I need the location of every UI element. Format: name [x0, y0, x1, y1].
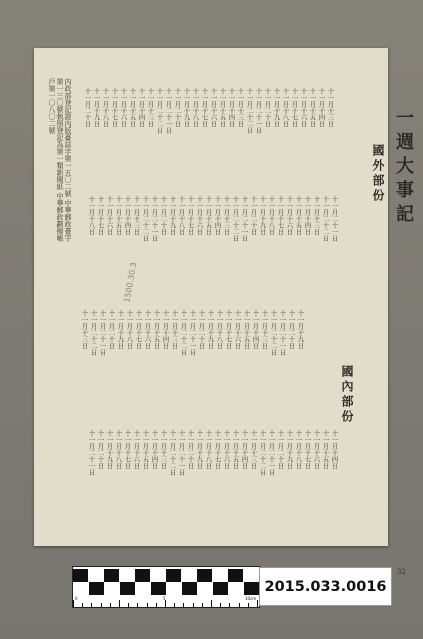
body-text-column: 十一月二十二日: [231, 196, 240, 242]
body-text-column: 十一月二十二日: [179, 310, 188, 356]
foreign-section-heading: 國外部份: [371, 144, 385, 204]
body-text-column: 十一月十八日: [125, 310, 134, 349]
body-text-column: 十一月十三日: [236, 88, 245, 127]
body-text-column: 十一月十四日: [123, 196, 132, 235]
body-text-column: 十一月十九日: [92, 88, 101, 127]
body-text-column: 十一月十九日: [105, 430, 114, 469]
ruler-tick: [137, 603, 138, 607]
body-text-column: 十一月十五日: [308, 88, 317, 127]
page-number: 32: [397, 568, 406, 576]
body-text-column: 十一月二十日: [96, 430, 105, 469]
ruler-tick: [91, 603, 92, 607]
body-text-column: 十一月十九日: [296, 310, 305, 349]
ruler-square: [213, 582, 228, 595]
body-text-column: 十一月十八日: [101, 88, 110, 127]
body-text-column: 十一月十五日: [231, 430, 240, 469]
body-text-column: 十一月二十一日: [98, 310, 107, 356]
body-text-column: 十一月十六日: [222, 430, 231, 469]
body-text-column: 十一月十九日: [285, 430, 294, 469]
body-text-column: 十一月十六日: [143, 310, 152, 349]
ruler-square: [197, 569, 212, 582]
ruler-square: [151, 582, 166, 595]
ruler-square: [244, 582, 259, 595]
body-text-column: 十一月十九日: [258, 196, 267, 235]
body-text-column: 十一月十九日: [182, 88, 191, 127]
body-text-column: 十一月十四日: [317, 88, 326, 127]
body-text-column: 十一月二十日: [159, 196, 168, 235]
catalog-number-label: 2015.033.0016: [259, 567, 392, 606]
ruler-square: [120, 582, 135, 595]
body-text-column: 十一月十三日: [260, 310, 269, 349]
body-text-column: 十一月十三日: [132, 196, 141, 235]
body-text-column: 十一月十五日: [141, 430, 150, 469]
ruler-tick: [183, 603, 184, 607]
ruler-mark-5: 5: [163, 596, 166, 601]
page-title: 一週大事記: [393, 108, 414, 228]
body-text-column: 十一月十七日: [290, 88, 299, 127]
ruler-tick: [174, 603, 175, 607]
body-text-column: 十一月十七日: [134, 310, 143, 349]
body-text-column: 十一月二十日: [276, 430, 285, 469]
body-text-column: 十一月二十二日: [321, 196, 330, 242]
magazine-page: [34, 48, 414, 576]
body-text-column: 十一月十四日: [150, 430, 159, 469]
ruler-tick: [220, 603, 221, 607]
body-text-column: 十一月十八日: [177, 196, 186, 235]
body-text-column: 十一月十八日: [294, 430, 303, 469]
body-text-column: 十一月十七日: [200, 88, 209, 127]
body-text-column: 十一月二十日: [173, 88, 182, 127]
ruler-square: [166, 569, 181, 582]
body-text-column: 十一月二十一日: [254, 88, 263, 134]
body-text-column: 十一月二十二日: [168, 430, 177, 476]
body-text-column: 十一月十四日: [137, 88, 146, 127]
ruler-tick: [239, 603, 240, 607]
body-text-column: 十一月二十日: [287, 310, 296, 349]
ruler-tick: [257, 600, 258, 607]
ruler-tick: [193, 603, 194, 607]
ruler-tick: [229, 603, 230, 607]
body-text-column: 十一月十五日: [294, 196, 303, 235]
body-text-column: 十一月十五日: [242, 310, 251, 349]
body-text-column: 十一月十六日: [209, 88, 218, 127]
body-text-column: 十一月十六日: [285, 196, 294, 235]
body-text-column: 十一月十七日: [186, 196, 195, 235]
body-text-column: 十一月二十一日: [267, 430, 276, 476]
body-text-column: 十一月十九日: [272, 88, 281, 127]
handwritten-note: 1500.30.3: [122, 261, 139, 304]
body-text-column: 十一月十七日: [110, 88, 119, 127]
body-text-column: 十一月十三日: [159, 430, 168, 469]
body-text-column: 十一月十七日: [123, 430, 132, 469]
ruler-tick: [73, 600, 74, 607]
body-text-column: 十一月十四日: [161, 310, 170, 349]
domestic-section-heading: 國內部份: [340, 365, 354, 425]
body-text-column: 十一月十八日: [114, 430, 123, 469]
body-text-column: 十一月十六日: [299, 88, 308, 127]
body-text-column: 十一月十五日: [321, 430, 330, 469]
body-text-column: 十一月二十日: [107, 310, 116, 349]
body-text-column: 十一月十五日: [218, 88, 227, 127]
body-text-column: 十一月十六日: [105, 196, 114, 235]
body-text-column: 十一月二十二日: [89, 310, 98, 356]
body-text-column: 十一月二十日: [249, 196, 258, 235]
body-text-column: 十一月十九日: [206, 310, 215, 349]
body-text-column: 十一月十三日: [146, 88, 155, 127]
body-text-column: 十一月十六日: [233, 310, 242, 349]
body-text-column: 十一月十八日: [281, 88, 290, 127]
ruler-tick: [147, 603, 148, 607]
body-text-column: 十一月二十二日: [155, 88, 164, 134]
ruler-tick: [165, 600, 166, 607]
body-text-column: 十一月十四日: [330, 430, 339, 469]
ruler-square: [73, 569, 88, 582]
body-text-column: 十一月十七日: [303, 430, 312, 469]
body-text-column: 十一月十三日: [170, 310, 179, 349]
body-text-column: 十一月二十二日: [245, 88, 254, 134]
ruler-mark-0: 0: [75, 596, 78, 601]
body-text-column: 十一月十六日: [132, 430, 141, 469]
body-text-column: 十一月十四日: [213, 196, 222, 235]
body-text-column: 十一月十三日: [249, 430, 258, 469]
body-text-column: 十一月二十一日: [188, 310, 197, 356]
body-text-column: 十一月十七日: [276, 196, 285, 235]
body-text-column: 十一月十九日: [116, 310, 125, 349]
body-text-column: 十一月十五日: [128, 88, 137, 127]
ruler-tick: [82, 603, 83, 607]
body-text-column: 十一月十三日: [312, 196, 321, 235]
body-text-column: 十一月二十日: [197, 310, 206, 349]
body-text-column: 十一月十五日: [204, 196, 213, 235]
body-text-column: 十一月十四日: [303, 196, 312, 235]
body-text-column: 十一月十八日: [87, 196, 96, 235]
body-text-column: 十一月十四日: [240, 430, 249, 469]
body-text-column: 十一月十七日: [213, 430, 222, 469]
body-text-column: 十一月十四日: [227, 88, 236, 127]
ruler-square: [89, 582, 104, 595]
ruler-tick: [202, 603, 203, 607]
body-text-column: 十一月二十日: [263, 88, 272, 127]
body-text-column: 十一月二十日: [186, 430, 195, 469]
ruler-tick: [128, 603, 129, 607]
ruler-tick: [110, 603, 111, 607]
ruler-tick: [101, 603, 102, 607]
ruler-tick: [248, 603, 249, 607]
body-text-column: 十一月二十一日: [87, 430, 96, 476]
body-text-column: 十一月二十二日: [141, 196, 150, 242]
body-text-column: 十一月十七日: [96, 196, 105, 235]
ruler-square: [135, 569, 150, 582]
body-text-column: 十一月二十一日: [150, 196, 159, 242]
ruler-tick: [211, 600, 212, 607]
registration-text: 內政部登記證內版臺誌字第一五〇二號 中華郵政臺字第一三〇號執照登記為第一類新聞紙 中華郵政劃撥帳戶第一〇八〇二號: [48, 78, 72, 242]
body-text-column: 十一月十五日: [152, 310, 161, 349]
body-text-column: 十一月十六日: [195, 196, 204, 235]
body-text-column: 十一月二十二日: [269, 310, 278, 356]
body-text-column: 十一月十九日: [195, 430, 204, 469]
body-text-column: 十一月十九日: [168, 196, 177, 235]
body-text-column: 十一月十六日: [312, 430, 321, 469]
ruler-mark-10: 10cm: [245, 596, 257, 601]
body-text-column: 十一月十八日: [204, 430, 213, 469]
body-text-column: 十一月二十一日: [177, 430, 186, 476]
body-text-column: 十一月二十一日: [330, 196, 339, 242]
body-text-column: 十一月二十一日: [164, 88, 173, 134]
body-text-column: 十一月二十日: [83, 88, 92, 127]
ruler-tick: [156, 603, 157, 607]
body-text-column: 十一月十六日: [119, 88, 128, 127]
body-text-column: 十一月二十一日: [278, 310, 287, 356]
body-text-column: 十一月十三日: [222, 196, 231, 235]
body-text-column: 十一月二十一日: [240, 196, 249, 242]
body-text-column: 十一月十三日: [326, 88, 335, 127]
ruler-square: [228, 569, 243, 582]
body-text-column: 十一月十八日: [191, 88, 200, 127]
body-text-column: 十一月十八日: [215, 310, 224, 349]
ruler-square: [104, 569, 119, 582]
body-text-column: 十一月二十二日: [258, 430, 267, 476]
ruler-square: [182, 582, 197, 595]
body-text-column: 十一月十五日: [114, 196, 123, 235]
body-text-column: 十一月十七日: [224, 310, 233, 349]
body-text-column: 十一月十三日: [80, 310, 89, 349]
ruler-tick: [119, 600, 120, 607]
body-text-column: 十一月十八日: [267, 196, 276, 235]
body-text-column: 十一月十四日: [251, 310, 260, 349]
scale-ruler: [72, 566, 260, 608]
